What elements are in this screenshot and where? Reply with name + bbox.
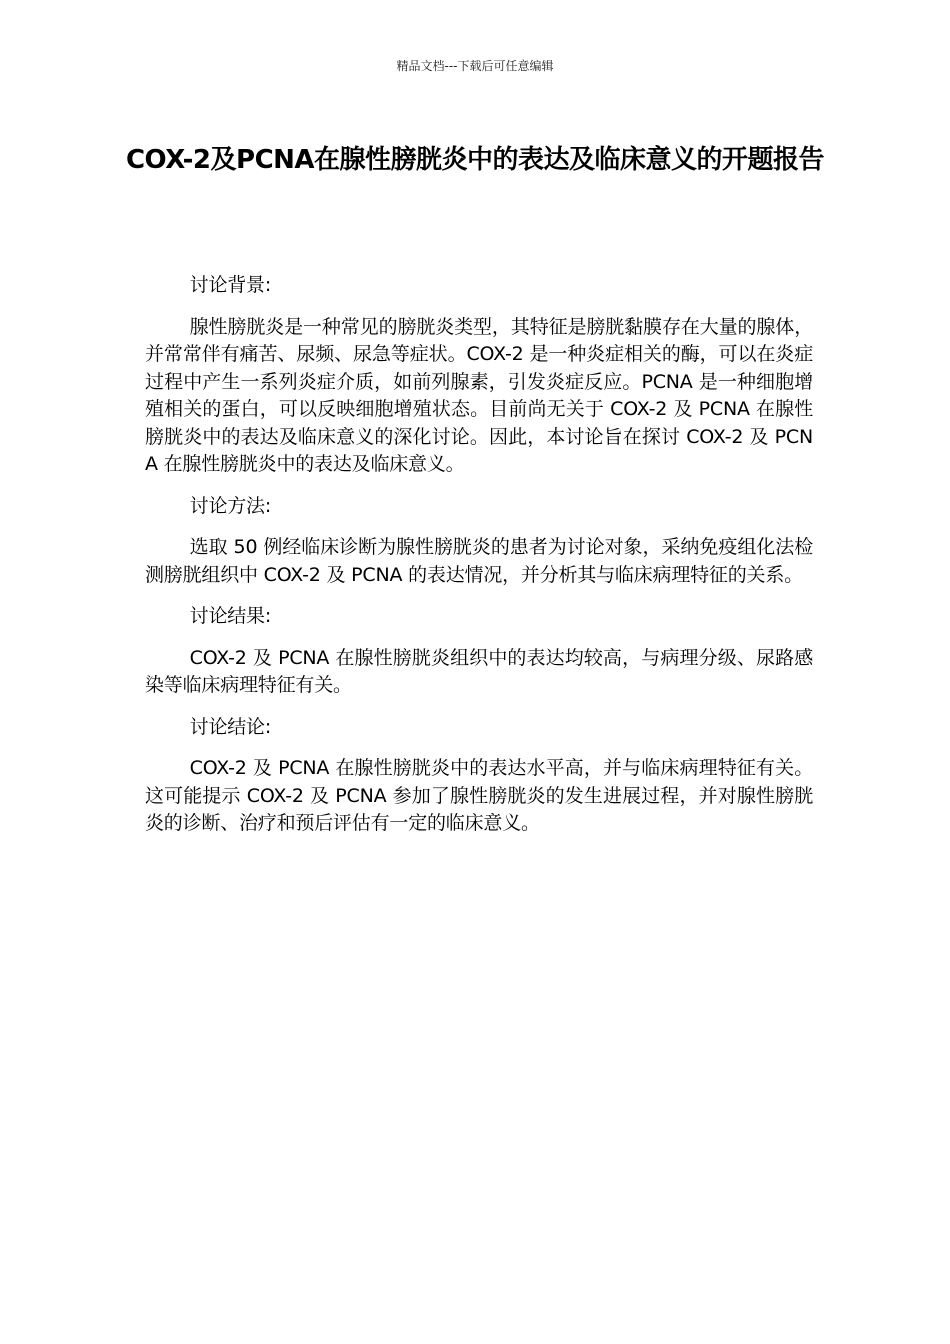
section-heading-results: 讨论结果: <box>189 605 272 627</box>
section-heading-methods: 讨论方法: <box>189 494 272 517</box>
section-body-methods: 选取 50 例经临床诊断为腺性膀胱炎的患者为讨论对象，采纳免疫组化法检测膀胱组织中 COX-2 及 PCNA 的表达情况，并分析其与临床病理特征的关系。 <box>145 536 813 586</box>
section-body-conclusion: COX-2 及 PCNA 在腺性膀胱炎中的表达水平高，并与临床病理特征有关。这可能提示 COX-2 及 PCNA 参加了腺性膀胱炎的发生进展过程，并对腺性膀胱炎的诊断、治疗和预后评估有一定的临床意义。 <box>145 757 813 834</box>
document-body <box>145 272 813 852</box>
section-heading-conclusion: 讨论结论: <box>189 715 272 738</box>
section-body-results: COX-2 及 PCNA 在腺性膀胱炎组织中的表达均较高，与病理分级、尿路感染等临床病理特征有关。 <box>145 646 813 696</box>
header-note: 精品文档---下载后可任意编辑 <box>396 59 554 73</box>
document-title: COX-2及PCNA在腺性膀胱炎中的表达及临床意义的开题报告 <box>125 145 825 175</box>
section-heading-background: 讨论背景: <box>189 274 272 296</box>
section-body-background: 腺性膀胱炎是一种常见的膀胱炎类型，其特征是膀胱黏膜存在大量的腺体，并常常伴有痛苦、尿频、尿急等症状。COX-2 是一种炎症相关的酶，可以在炎症过程中产生一系列炎症介质，如前列腺素，引发炎症反应。PCNA 是一种细胞增殖相关的蛋白，可以反映细胞增殖状态。目前尚无关于 COX-2 及 PCNA 在腺性膀胱炎中的表达及临床意义的深化讨论。因此，本讨论旨在探讨 COX-2 及 PCNA 在腺性膀胱炎中的表达及临床意义。 <box>145 315 813 475</box>
